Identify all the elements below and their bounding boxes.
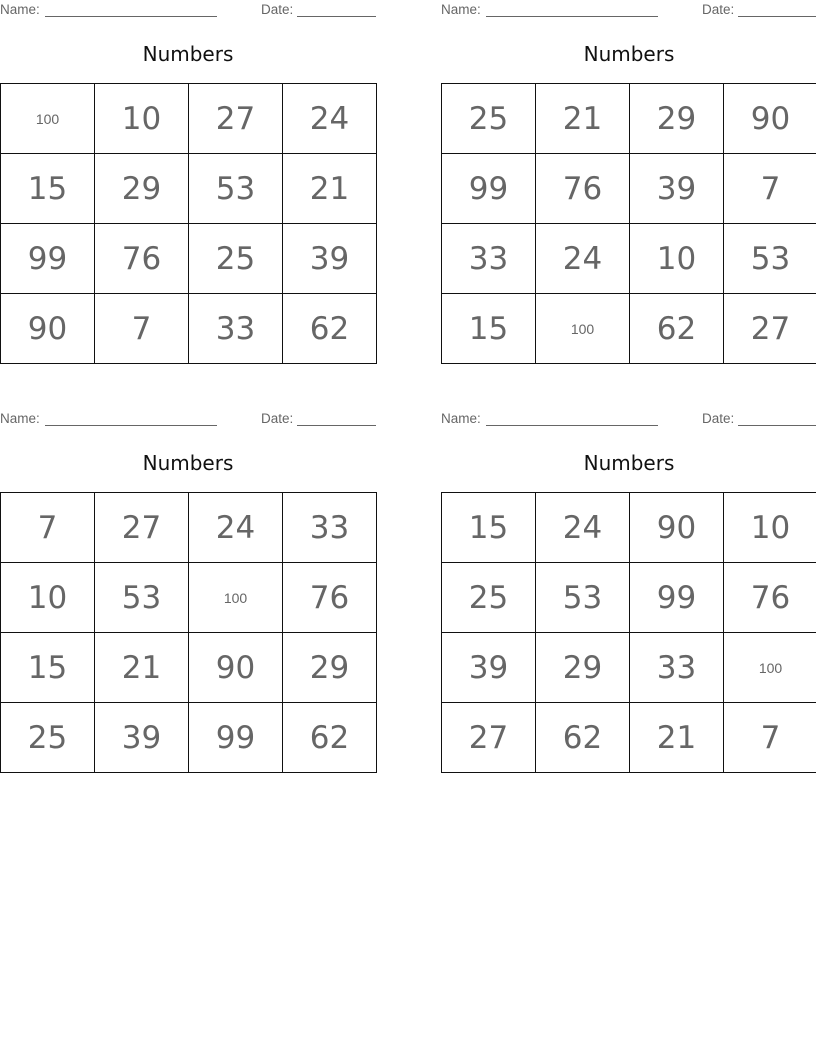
grid-cell[interactable]: 21 (536, 84, 630, 154)
grid-cell[interactable]: 25 (1, 703, 95, 773)
bingo-card-2 (441, 0, 816, 364)
grid-row (442, 84, 816, 154)
grid-cell[interactable]: 90 (189, 633, 283, 703)
grid-cell[interactable]: 100 (724, 633, 816, 703)
date-field-line[interactable] (297, 16, 376, 17)
grid-cell[interactable]: 62 (536, 703, 630, 773)
grid-cell[interactable]: 15 (442, 294, 536, 364)
card-header (441, 2, 816, 20)
grid-row (442, 703, 816, 773)
grid-cell[interactable]: 62 (630, 294, 724, 364)
bingo-card-1 (0, 0, 376, 364)
grid-cell[interactable]: 25 (442, 563, 536, 633)
grid-cell[interactable]: 100 (536, 294, 630, 364)
grid-cell[interactable]: 25 (189, 224, 283, 294)
grid-cell[interactable]: 21 (283, 154, 377, 224)
grid-cell[interactable]: 39 (630, 154, 724, 224)
card-title: Numbers (142, 451, 234, 475)
grid-cell[interactable]: 10 (630, 224, 724, 294)
grid-cell[interactable]: 90 (724, 84, 816, 154)
grid-cell[interactable]: 27 (189, 84, 283, 154)
card-title: Numbers (583, 451, 675, 475)
date-label: Date: (261, 2, 294, 17)
grid-cell[interactable]: 39 (95, 703, 189, 773)
name-field-line[interactable] (45, 16, 217, 17)
grid-cell[interactable]: 39 (283, 224, 377, 294)
grid-cell[interactable]: 33 (442, 224, 536, 294)
grid-cell[interactable]: 99 (630, 563, 724, 633)
date-label: Date: (702, 411, 735, 426)
grid-row (1, 154, 377, 224)
grid-cell[interactable]: 100 (189, 563, 283, 633)
grid-cell[interactable]: 33 (630, 633, 724, 703)
grid-cell[interactable]: 7 (95, 294, 189, 364)
number-grid (0, 492, 377, 773)
grid-cell[interactable]: 62 (283, 703, 377, 773)
grid-cell[interactable]: 25 (442, 84, 536, 154)
date-field-line[interactable] (738, 16, 816, 17)
card-header (0, 411, 376, 429)
name-label: Name: (441, 411, 481, 426)
grid-cell[interactable]: 53 (536, 563, 630, 633)
grid-row (1, 563, 377, 633)
grid-cell[interactable]: 27 (95, 493, 189, 563)
grid-cell[interactable]: 62 (283, 294, 377, 364)
date-label: Date: (261, 411, 294, 426)
grid-cell[interactable]: 27 (724, 294, 816, 364)
grid-cell[interactable]: 29 (536, 633, 630, 703)
grid-cell[interactable]: 90 (1, 294, 95, 364)
grid-cell[interactable]: 53 (724, 224, 816, 294)
date-field-line[interactable] (297, 425, 376, 426)
grid-cell[interactable]: 33 (283, 493, 377, 563)
bingo-card-4 (441, 409, 816, 773)
grid-cell[interactable]: 53 (95, 563, 189, 633)
grid-row (1, 633, 377, 703)
grid-cell[interactable]: 7 (1, 493, 95, 563)
grid-cell[interactable]: 21 (630, 703, 724, 773)
grid-cell[interactable]: 76 (283, 563, 377, 633)
grid-cell[interactable]: 24 (536, 224, 630, 294)
grid-cell[interactable]: 29 (283, 633, 377, 703)
grid-row (1, 493, 377, 563)
grid-cell[interactable]: 76 (536, 154, 630, 224)
date-label: Date: (702, 2, 735, 17)
card-title: Numbers (583, 42, 675, 66)
grid-row (442, 563, 816, 633)
grid-row (1, 224, 377, 294)
grid-cell[interactable]: 24 (283, 84, 377, 154)
grid-cell[interactable]: 7 (724, 703, 816, 773)
grid-cell[interactable]: 29 (630, 84, 724, 154)
name-field-line[interactable] (486, 16, 658, 17)
bingo-card-3 (0, 409, 376, 773)
grid-cell[interactable]: 10 (1, 563, 95, 633)
grid-row (442, 154, 816, 224)
grid-cell[interactable]: 15 (1, 633, 95, 703)
grid-cell[interactable]: 15 (442, 493, 536, 563)
grid-cell[interactable]: 39 (442, 633, 536, 703)
grid-cell[interactable]: 90 (630, 493, 724, 563)
date-field-line[interactable] (738, 425, 816, 426)
grid-cell[interactable]: 21 (95, 633, 189, 703)
grid-cell[interactable]: 99 (189, 703, 283, 773)
grid-row (442, 633, 816, 703)
card-header (0, 2, 376, 20)
grid-cell[interactable]: 24 (189, 493, 283, 563)
grid-cell[interactable]: 10 (724, 493, 816, 563)
grid-row (442, 294, 816, 364)
name-label: Name: (441, 2, 481, 17)
grid-cell[interactable]: 29 (95, 154, 189, 224)
number-grid (0, 83, 377, 364)
grid-cell[interactable]: 53 (189, 154, 283, 224)
grid-row (442, 224, 816, 294)
grid-cell[interactable]: 76 (95, 224, 189, 294)
name-label: Name: (0, 411, 40, 426)
grid-cell[interactable]: 27 (442, 703, 536, 773)
name-field-line[interactable] (486, 425, 658, 426)
name-field-line[interactable] (45, 425, 217, 426)
grid-cell[interactable]: 33 (189, 294, 283, 364)
grid-cell[interactable]: 99 (1, 224, 95, 294)
grid-cell[interactable]: 24 (536, 493, 630, 563)
grid-cell[interactable]: 10 (95, 84, 189, 154)
grid-cell[interactable]: 7 (724, 154, 816, 224)
card-title: Numbers (142, 42, 234, 66)
grid-cell[interactable]: 100 (1, 84, 95, 154)
grid-row (442, 493, 816, 563)
grid-cell[interactable]: 99 (442, 154, 536, 224)
grid-row (1, 84, 377, 154)
card-header (441, 411, 816, 429)
name-label: Name: (0, 2, 40, 17)
number-grid (441, 492, 816, 773)
grid-cell[interactable]: 15 (1, 154, 95, 224)
grid-cell[interactable]: 76 (724, 563, 816, 633)
grid-row (1, 703, 377, 773)
number-grid (441, 83, 816, 364)
grid-row (1, 294, 377, 364)
